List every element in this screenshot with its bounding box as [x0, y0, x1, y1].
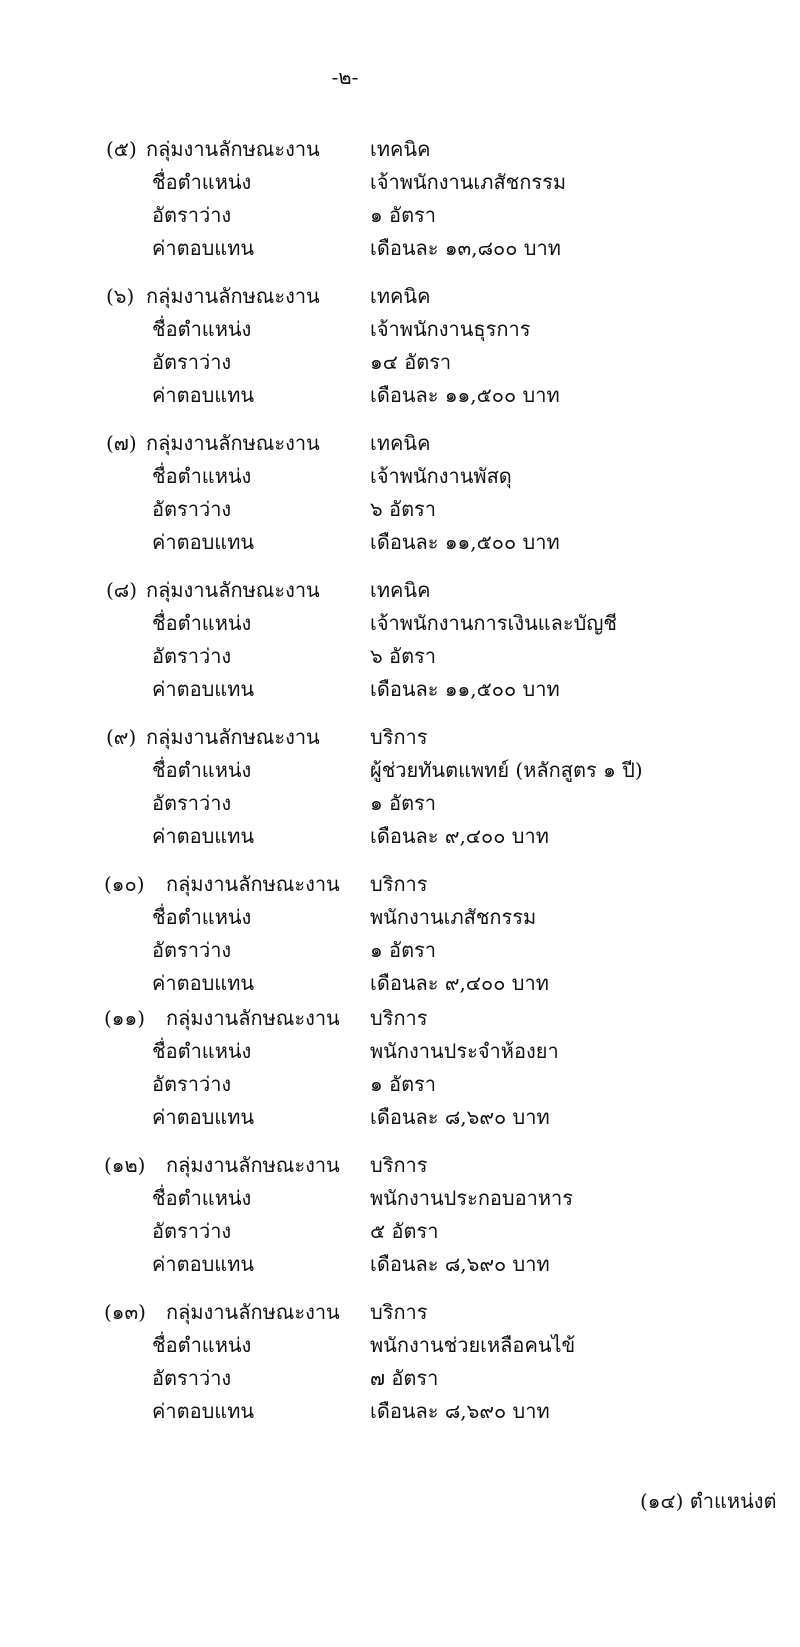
group-label: กลุ่มงานลักษณะงาน [146, 578, 320, 602]
continuation-note: (๑๔) ตำแหน่งต่ [640, 1489, 777, 1513]
pay-label: ค่าตอบแทน [152, 236, 255, 260]
position-label: ชื่อตำแหน่ง [152, 1039, 252, 1063]
position-label: ชื่อตำแหน่ง [152, 905, 252, 929]
position-label: ชื่อตำแหน่ง [152, 1333, 252, 1357]
pay-label: ค่าตอบแทน [152, 1105, 255, 1129]
position-label: ชื่อตำแหน่ง [152, 317, 252, 341]
entry-number: (๘) [106, 578, 138, 602]
group-value: บริการ [370, 1153, 428, 1177]
vacancy-value: ๑ อัตรา [370, 1072, 437, 1096]
group-label: กลุ่มงานลักษณะงาน [146, 431, 320, 455]
pay-label: ค่าตอบแทน [152, 677, 255, 701]
vacancy-value: ๗ อัตรา [370, 1366, 439, 1390]
group-label: กลุ่มงานลักษณะงาน [166, 1153, 340, 1177]
pay-label: ค่าตอบแทน [152, 824, 255, 848]
entry-number: (๖) [106, 284, 135, 308]
vacancy-label: อัตราว่าง [152, 1219, 232, 1243]
position-value: เจ้าพนักงานเภสัชกรรม [370, 170, 566, 194]
group-label: กลุ่มงานลักษณะงาน [146, 725, 320, 749]
entry-number: (๑๓) [104, 1300, 146, 1324]
group-label: กลุ่มงานลักษณะงาน [146, 284, 320, 308]
pay-label: ค่าตอบแทน [152, 1252, 255, 1276]
vacancy-label: อัตราว่าง [152, 791, 232, 815]
vacancy-value: ๖ อัตรา [370, 644, 437, 668]
pay-value: เดือนละ ๑๑,๕๐๐ บาท [370, 530, 560, 554]
position-value: พนักงานเภสัชกรรม [370, 905, 537, 929]
vacancy-value: ๖ อัตรา [370, 497, 437, 521]
entry-number: (๑๐) [104, 872, 145, 896]
entry-number: (๑๑) [104, 1006, 145, 1030]
group-label: กลุ่มงานลักษณะงาน [166, 1006, 340, 1030]
entry-number: (๑๒) [104, 1153, 146, 1177]
position-value: พนักงานประกอบอาหาร [370, 1186, 574, 1210]
vacancy-label: อัตราว่าง [152, 203, 232, 227]
pay-value: เดือนละ ๑๑,๕๐๐ บาท [370, 677, 560, 701]
vacancy-label: อัตราว่าง [152, 497, 232, 521]
group-label: กลุ่มงานลักษณะงาน [166, 872, 340, 896]
position-value: เจ้าพนักงานธุรการ [370, 317, 531, 341]
pay-label: ค่าตอบแทน [152, 530, 255, 554]
vacancy-label: อัตราว่าง [152, 350, 232, 374]
vacancy-value: ๑ อัตรา [370, 791, 437, 815]
group-value: บริการ [370, 872, 428, 896]
pay-value: เดือนละ ๑๓,๘๐๐ บาท [370, 236, 561, 260]
position-value: พนักงานประจำห้องยา [370, 1039, 559, 1063]
vacancy-label: อัตราว่าง [152, 938, 232, 962]
group-value: เทคนิค [370, 578, 431, 602]
group-value: เทคนิค [370, 284, 431, 308]
vacancy-value: ๑ อัตรา [370, 203, 437, 227]
group-value: บริการ [370, 1006, 428, 1030]
position-value: เจ้าพนักงานการเงินและบัญชี [370, 611, 617, 635]
pay-value: เดือนละ ๙,๔๐๐ บาท [370, 824, 549, 848]
group-label: กลุ่มงานลักษณะงาน [166, 1300, 340, 1324]
vacancy-label: อัตราว่าง [152, 1072, 232, 1096]
pay-label: ค่าตอบแทน [152, 971, 255, 995]
vacancy-label: อัตราว่าง [152, 644, 232, 668]
position-label: ชื่อตำแหน่ง [152, 758, 252, 782]
group-value: บริการ [370, 725, 428, 749]
group-value: บริการ [370, 1300, 428, 1324]
pay-label: ค่าตอบแทน [152, 1399, 255, 1423]
group-value: เทคนิค [370, 431, 431, 455]
position-label: ชื่อตำแหน่ง [152, 464, 252, 488]
page-number: -๒- [331, 65, 359, 89]
entry-number: (๕) [106, 137, 137, 161]
position-value: เจ้าพนักงานพัสดุ [370, 464, 512, 488]
entry-number: (๗) [106, 431, 137, 455]
position-value: พนักงานช่วยเหลือคนไข้ [370, 1333, 576, 1357]
position-label: ชื่อตำแหน่ง [152, 170, 252, 194]
pay-label: ค่าตอบแทน [152, 383, 255, 407]
group-label: กลุ่มงานลักษณะงาน [146, 137, 320, 161]
pay-value: เดือนละ ๙,๔๐๐ บาท [370, 971, 549, 995]
pay-value: เดือนละ ๘,๖๙๐ บาท [370, 1399, 550, 1423]
pay-value: เดือนละ ๘,๖๙๐ บาท [370, 1252, 550, 1276]
vacancy-value: ๑๔ อัตรา [370, 350, 452, 374]
entry-number: (๙) [106, 725, 137, 749]
position-label: ชื่อตำแหน่ง [152, 1186, 252, 1210]
pay-value: เดือนละ ๑๑,๕๐๐ บาท [370, 383, 560, 407]
vacancy-label: อัตราว่าง [152, 1366, 232, 1390]
group-value: เทคนิค [370, 137, 431, 161]
vacancy-value: ๑ อัตรา [370, 938, 437, 962]
pay-value: เดือนละ ๘,๖๙๐ บาท [370, 1105, 550, 1129]
position-value: ผู้ช่วยทันตแพทย์ (หลักสูตร ๑ ปี) [370, 758, 643, 782]
vacancy-value: ๕ อัตรา [370, 1219, 439, 1243]
position-label: ชื่อตำแหน่ง [152, 611, 252, 635]
